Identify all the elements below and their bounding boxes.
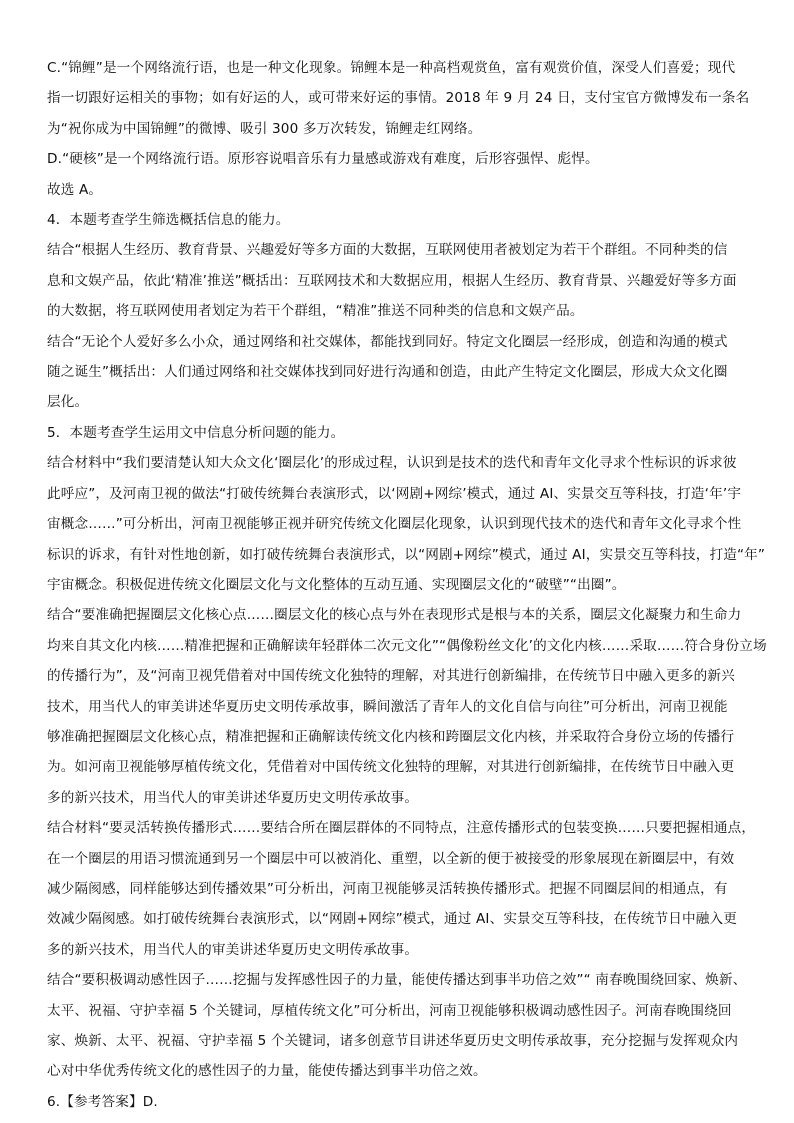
text-line: 均来自其文化内核……精准把握和正确解读年轻群体二次元文化”“偶像粉丝文化’的文化内核……采取……符合身份立场 (47, 637, 767, 654)
paragraph (47, 327, 751, 418)
text-line: 结合“根据人生经历、教育背景、兴趣爱好等多方面的大数据，互联网使用者被划定为若干个群组。不同种类的信 (47, 242, 728, 259)
text-line: 5．本题考查学生运用文中信息分析问题的能力。 (47, 424, 345, 441)
paragraph (47, 1087, 751, 1117)
text-line: 结合“要积极调动感性因子……挖掘与发挥感性因子的力量，能使传播达到事半功倍之效”“ 南春晚围绕回家、焕新、 (47, 972, 747, 989)
text-line: 息和文娱产品，依此‘精准’推送”概括出：互联网技术和大数据应用，根据人生经历、教育背景、兴趣爱好等多方面 (47, 272, 737, 289)
text-line: 多的新兴技术，用当代人的审美讲述华夏历史文明传承故事。 (47, 789, 419, 806)
paragraph (47, 965, 751, 1087)
text-line: 结合“要准确把握圈层文化核心点……圈层文化的核心点与外在表现形式是根与本的关系，圈层文化凝聚力和生命力 (47, 607, 742, 624)
text-line: 结合材料中“我们要清楚认知大众文化‘圈层化’的形成过程，认识到是技术的迭代和青年文化寻求个性标识的诉求彼 (47, 455, 737, 472)
paragraph (47, 448, 766, 600)
text-line: C.“锦鲤”是一个网络流行语，也是一种文化现象。锦鲤本是一种高档观赏鱼，富有观赏价值，深受人们喜爱；现代 (47, 60, 736, 76)
text-line: 够准确把握圈层文化核心点，精准把握和正确解读传统文化内核和跨圈层文化内核，并采取符合身份立场的传播行 (47, 728, 735, 745)
text-line: 多的新兴技术，用当代人的审美讲述华夏历史文明传承故事。 (47, 941, 419, 958)
text-line: 太平、祝福、守护幸福 5 个关键词，厚植传统文化”可分析出，河南卫视能够积极调动感性因子。河南春晚围绕回 (47, 1002, 732, 1019)
paragraph (47, 144, 751, 174)
text-line: 技术，用当代人的审美讲述华夏历史文明传承故事，瞬间激活了青年人的文化自信与向往”可分析出，河南卫视能 (47, 698, 728, 715)
text-line: 为“祝你成为中国锦鲤”的微博、吸引 300 多万次转发，锦鲤走红网络。 (47, 120, 482, 137)
text-line: 效减少隔阂感。如打破传统舞台表演形式，以“网剧+网综”模式，通过 AI、实景交互等科技，在传统节日中融入更 (47, 911, 737, 928)
text-line: 的大数据，将互联网使用者划定为若干个群组，“精准”推送不同种类的信息和文娱产品。 (47, 303, 584, 320)
text-line: 结合材料“要灵活转换传播形式……要结合所在圈层群体的不同特点，注意传播形式的包装变换……只要把握相通点， (47, 820, 756, 837)
text-line: 的传播行为”，及“河南卫视凭借着对中国传统文化独特的理解，对其进行创新编排，在传统节日中融入更多的新兴 (47, 668, 735, 685)
text-line: 家、焕新、太平、祝福、守护幸福 5 个关键词，诸多创意节目讲述华夏历史文明传承故事，充分挖掘与发挥观众内 (47, 1033, 739, 1049)
paragraph (47, 205, 751, 235)
text-line: 6.【参考答案】D. (47, 1093, 158, 1110)
document-page (47, 53, 767, 1117)
text-line: D.“硬核”是一个网络流行语。原形容说唱音乐有力量感或游戏有难度，后形容强悍、彪悍。 (47, 151, 599, 168)
text-line: 故选 A。 (47, 181, 103, 198)
text-line: 心对中华优秀传统文化的感性因子的力量，能使传播达到事半功倍之效。 (47, 1063, 487, 1080)
text-line: 宙概念……”可分析出，河南卫视能够正视并研究传统文化圈层化现象，认识到现代技术的迭代和青年文化寻求个性 (47, 516, 742, 533)
text-line: 结合“无论个人爱好多么小众，通过网络和社交媒体，都能找到同好。特定文化圈层一经形成，创造和沟通的模式 (47, 333, 728, 350)
paragraph (47, 235, 751, 326)
text-line: 4．本题考查学生筛选概括信息的能力。 (47, 212, 290, 229)
paragraph (47, 813, 756, 965)
text-line: 在一个圈层的用语习惯流通到另一个圈层中可以被消化、重塑，以全新的便于被接受的形象展现在新圈层中，有效 (47, 850, 735, 867)
text-line: 随之诞生”概括出：人们通过网络和社交媒体找到同好进行沟通和创造，由此产生特定文化圈层，形成大众文化圈 (47, 364, 728, 381)
text-line: 宇宙概念。积极促进传统文化圈层文化与文化整体的互动互通、实现圈层文化的“破壁”“出圈”。 (47, 576, 626, 593)
text-line: 层化。 (47, 394, 89, 411)
paragraph (47, 418, 751, 448)
text-line: 指一切跟好运相关的事物；如有好运的人，或可带来好运的事情。2018 年 9 月 24 日，支付宝官方微博发布一条名 (47, 90, 750, 107)
text-line: 标识的诉求，有针对性地创新，如打破传统舞台表演形式，以“网剧+网综”模式，通过 AI，实景交互等科技，打造“年” (47, 546, 766, 563)
text-line: 此呼应”，及河南卫视的做法“打破传统舞台表演形式，以‘网剧+网综’模式，通过 AI、实景交互等科技，打造‘年’宇 (47, 485, 742, 502)
text-line: 为。如河南卫视能够厚植传统文化，凭借着对中国传统文化独特的理解，对其进行创新编排，在传统节日中融入更 (47, 759, 735, 776)
text-line: 减少隔阂感，同样能够达到传播效果”可分析出，河南卫视能够灵活转换传播形式。把握不同圈层间的相通点，有 (47, 880, 728, 897)
paragraph (47, 175, 751, 205)
paragraph (47, 53, 751, 144)
paragraph (47, 600, 767, 813)
